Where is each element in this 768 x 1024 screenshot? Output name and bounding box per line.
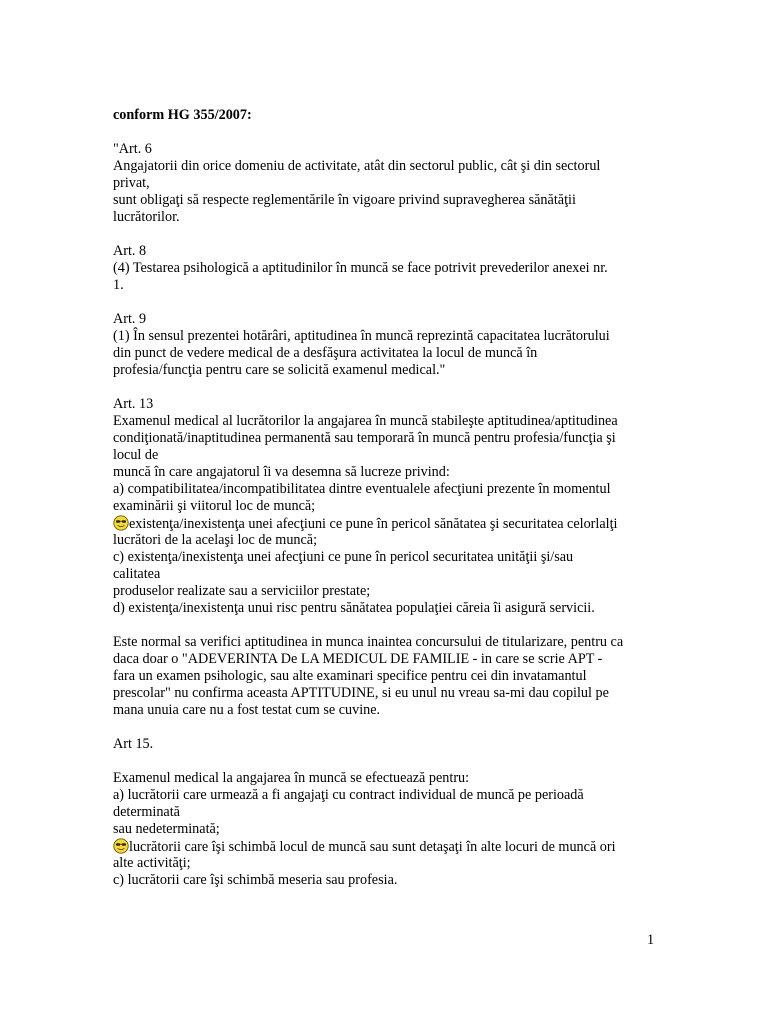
paragraph — [113, 770, 658, 889]
text-line-content: Art. 13 — [113, 396, 154, 412]
text-line-content: (4) Testarea psihologică a aptitudinilor în muncă se face potrivit prevederilor anexei nr. — [113, 260, 608, 276]
text-line — [113, 243, 658, 260]
text-line — [113, 447, 658, 464]
text-line-content: sunt obligaţi să respecte reglementările în vigoare privind supravegherea sănătăţii — [113, 192, 576, 208]
paragraph-gap — [113, 617, 658, 634]
text-line-content: existenţa/inexistenţa unei afecţiuni ce pune în pericol sănătatea şi securitatea celorlalţi — [129, 516, 618, 532]
text-line-content: Angajatorii din orice domeniu de activitate, atât din sectorul public, cât şi din sectorul — [113, 158, 601, 174]
text-line-content: privat, — [113, 175, 150, 191]
document-blocks — [113, 124, 658, 889]
text-line — [113, 532, 658, 549]
text-line — [113, 430, 658, 447]
text-line — [113, 413, 658, 430]
text-line-content: produselor realizate sau a serviciilor prestate; — [113, 583, 371, 599]
text-line-content: c) existenţa/inexistenţa unei afecţiuni ce pune în pericol securitatea unităţii şi/sau — [113, 549, 574, 565]
text-line-content: d) existenţa/inexistenţa unui risc pentru sănătatea populaţiei căreia îi asigură servicii. — [113, 600, 595, 616]
text-line-content: profesia/funcţia pentru care se solicită examenul medical." — [113, 362, 446, 378]
text-line — [113, 634, 658, 651]
text-line — [113, 787, 658, 804]
document-heading: conform HG 355/2007: — [113, 107, 252, 123]
paragraph-gap — [113, 753, 658, 770]
text-line-content: condiţionată/inaptitudinea permanentă sau temporară în muncă pentru profesia/funcţia şi — [113, 430, 616, 446]
text-line — [113, 583, 658, 600]
text-line — [113, 260, 658, 277]
text-line — [113, 362, 658, 379]
text-line-content: daca doar o "ADEVERINTA De LA MEDICUL DE FAMILIE - in care se scrie APT - — [113, 651, 603, 667]
text-line — [113, 396, 658, 413]
text-line — [113, 855, 658, 872]
paragraph — [113, 141, 658, 226]
text-line-content: 1. — [113, 277, 124, 293]
paragraph-gap — [113, 124, 658, 141]
text-line-content: locul de — [113, 447, 159, 463]
text-line-content: fara un examen psihologic, sau alte examinari specifice pentru cei din invatamantul — [113, 668, 587, 684]
text-line-content: a) compatibilitatea/incompatibilitatea dintre eventualele afecţiuni prezente în momentul — [113, 481, 611, 497]
paragraph — [113, 736, 658, 753]
text-line-content: c) lucrătorii care îşi schimbă meseria sau profesia. — [113, 872, 398, 888]
sunglasses-smiley-icon — [113, 515, 129, 531]
paragraph — [113, 634, 658, 719]
paragraph-gap — [113, 226, 658, 243]
text-line-content: determinată — [113, 804, 180, 820]
text-line-content: lucrători de la acelaşi loc de muncă; — [113, 532, 318, 548]
text-line — [113, 328, 658, 345]
text-line — [113, 702, 658, 719]
text-line — [113, 566, 658, 583]
text-line — [113, 175, 658, 192]
text-line — [113, 736, 658, 753]
text-line-content: mana unuia care nu a fost testat cum se cuvine. — [113, 702, 381, 718]
text-line-content: muncă în care angajatorul îi va desemna să lucreze privind: — [113, 464, 450, 480]
paragraph-gap — [113, 719, 658, 736]
text-line — [113, 481, 658, 498]
text-line — [113, 277, 658, 294]
document-body — [113, 107, 658, 889]
text-line-content: alte activităţi; — [113, 855, 191, 871]
text-line — [113, 158, 658, 175]
paragraph — [113, 396, 658, 617]
text-line-content: Este normal sa verifici aptitudinea in munca inaintea concursului de titularizare, pentru ca — [113, 634, 624, 650]
text-line-content: a) lucrătorii care urmează a fi angajaţi cu contract individual de muncă pe perioadă — [113, 787, 584, 803]
text-line-content: sau nedeterminată; — [113, 821, 220, 837]
text-line-content: examinării şi viitorul loc de muncă; — [113, 498, 316, 514]
text-line — [113, 209, 658, 226]
text-line-content: calitatea — [113, 566, 161, 582]
text-line-content: (1) În sensul prezentei hotărâri, aptitudinea în muncă reprezintă capacitatea lucrătorului — [113, 328, 610, 344]
text-line — [113, 804, 658, 821]
paragraph-gap — [113, 379, 658, 396]
text-line — [113, 651, 658, 668]
text-line — [113, 515, 658, 532]
text-line — [113, 192, 658, 209]
text-line-content: din punct de vedere medical de a desfăşura activitatea la locul de muncă în — [113, 345, 538, 361]
paragraph — [113, 311, 658, 379]
text-line — [113, 311, 658, 328]
text-line — [113, 838, 658, 855]
text-line-content: Examenul medical al lucrătorilor la angajarea în muncă stabileşte aptitudinea/aptitudinea — [113, 413, 618, 429]
paragraph — [113, 243, 658, 294]
text-line — [113, 770, 658, 787]
text-line — [113, 141, 658, 158]
sunglasses-smiley-icon — [113, 838, 129, 854]
text-line — [113, 600, 658, 617]
text-line-content: lucrătorilor. — [113, 209, 180, 225]
page-number: 1 — [647, 932, 655, 948]
text-line — [113, 821, 658, 838]
text-line-content: lucrătorii care îşi schimbă locul de muncă sau sunt detaşaţi în alte locuri de muncă ori — [129, 839, 616, 855]
text-line — [113, 685, 658, 702]
text-line — [113, 872, 658, 889]
text-line-content: Art. 9 — [113, 311, 147, 327]
text-line-content: Art. 8 — [113, 243, 147, 259]
text-line-content: Examenul medical la angajarea în muncă se efectuează pentru: — [113, 770, 470, 786]
paragraph-gap — [113, 294, 658, 311]
text-line-content: prescolar" nu confirma aceasta APTITUDINE, si eu unul nu vreau sa-mi dau copilul pe — [113, 685, 609, 701]
text-line-content: "Art. 6 — [113, 141, 152, 157]
text-line-content: Art 15. — [113, 736, 154, 752]
text-line — [113, 345, 658, 362]
text-line — [113, 549, 658, 566]
text-line — [113, 498, 658, 515]
text-line — [113, 464, 658, 481]
text-line — [113, 668, 658, 685]
